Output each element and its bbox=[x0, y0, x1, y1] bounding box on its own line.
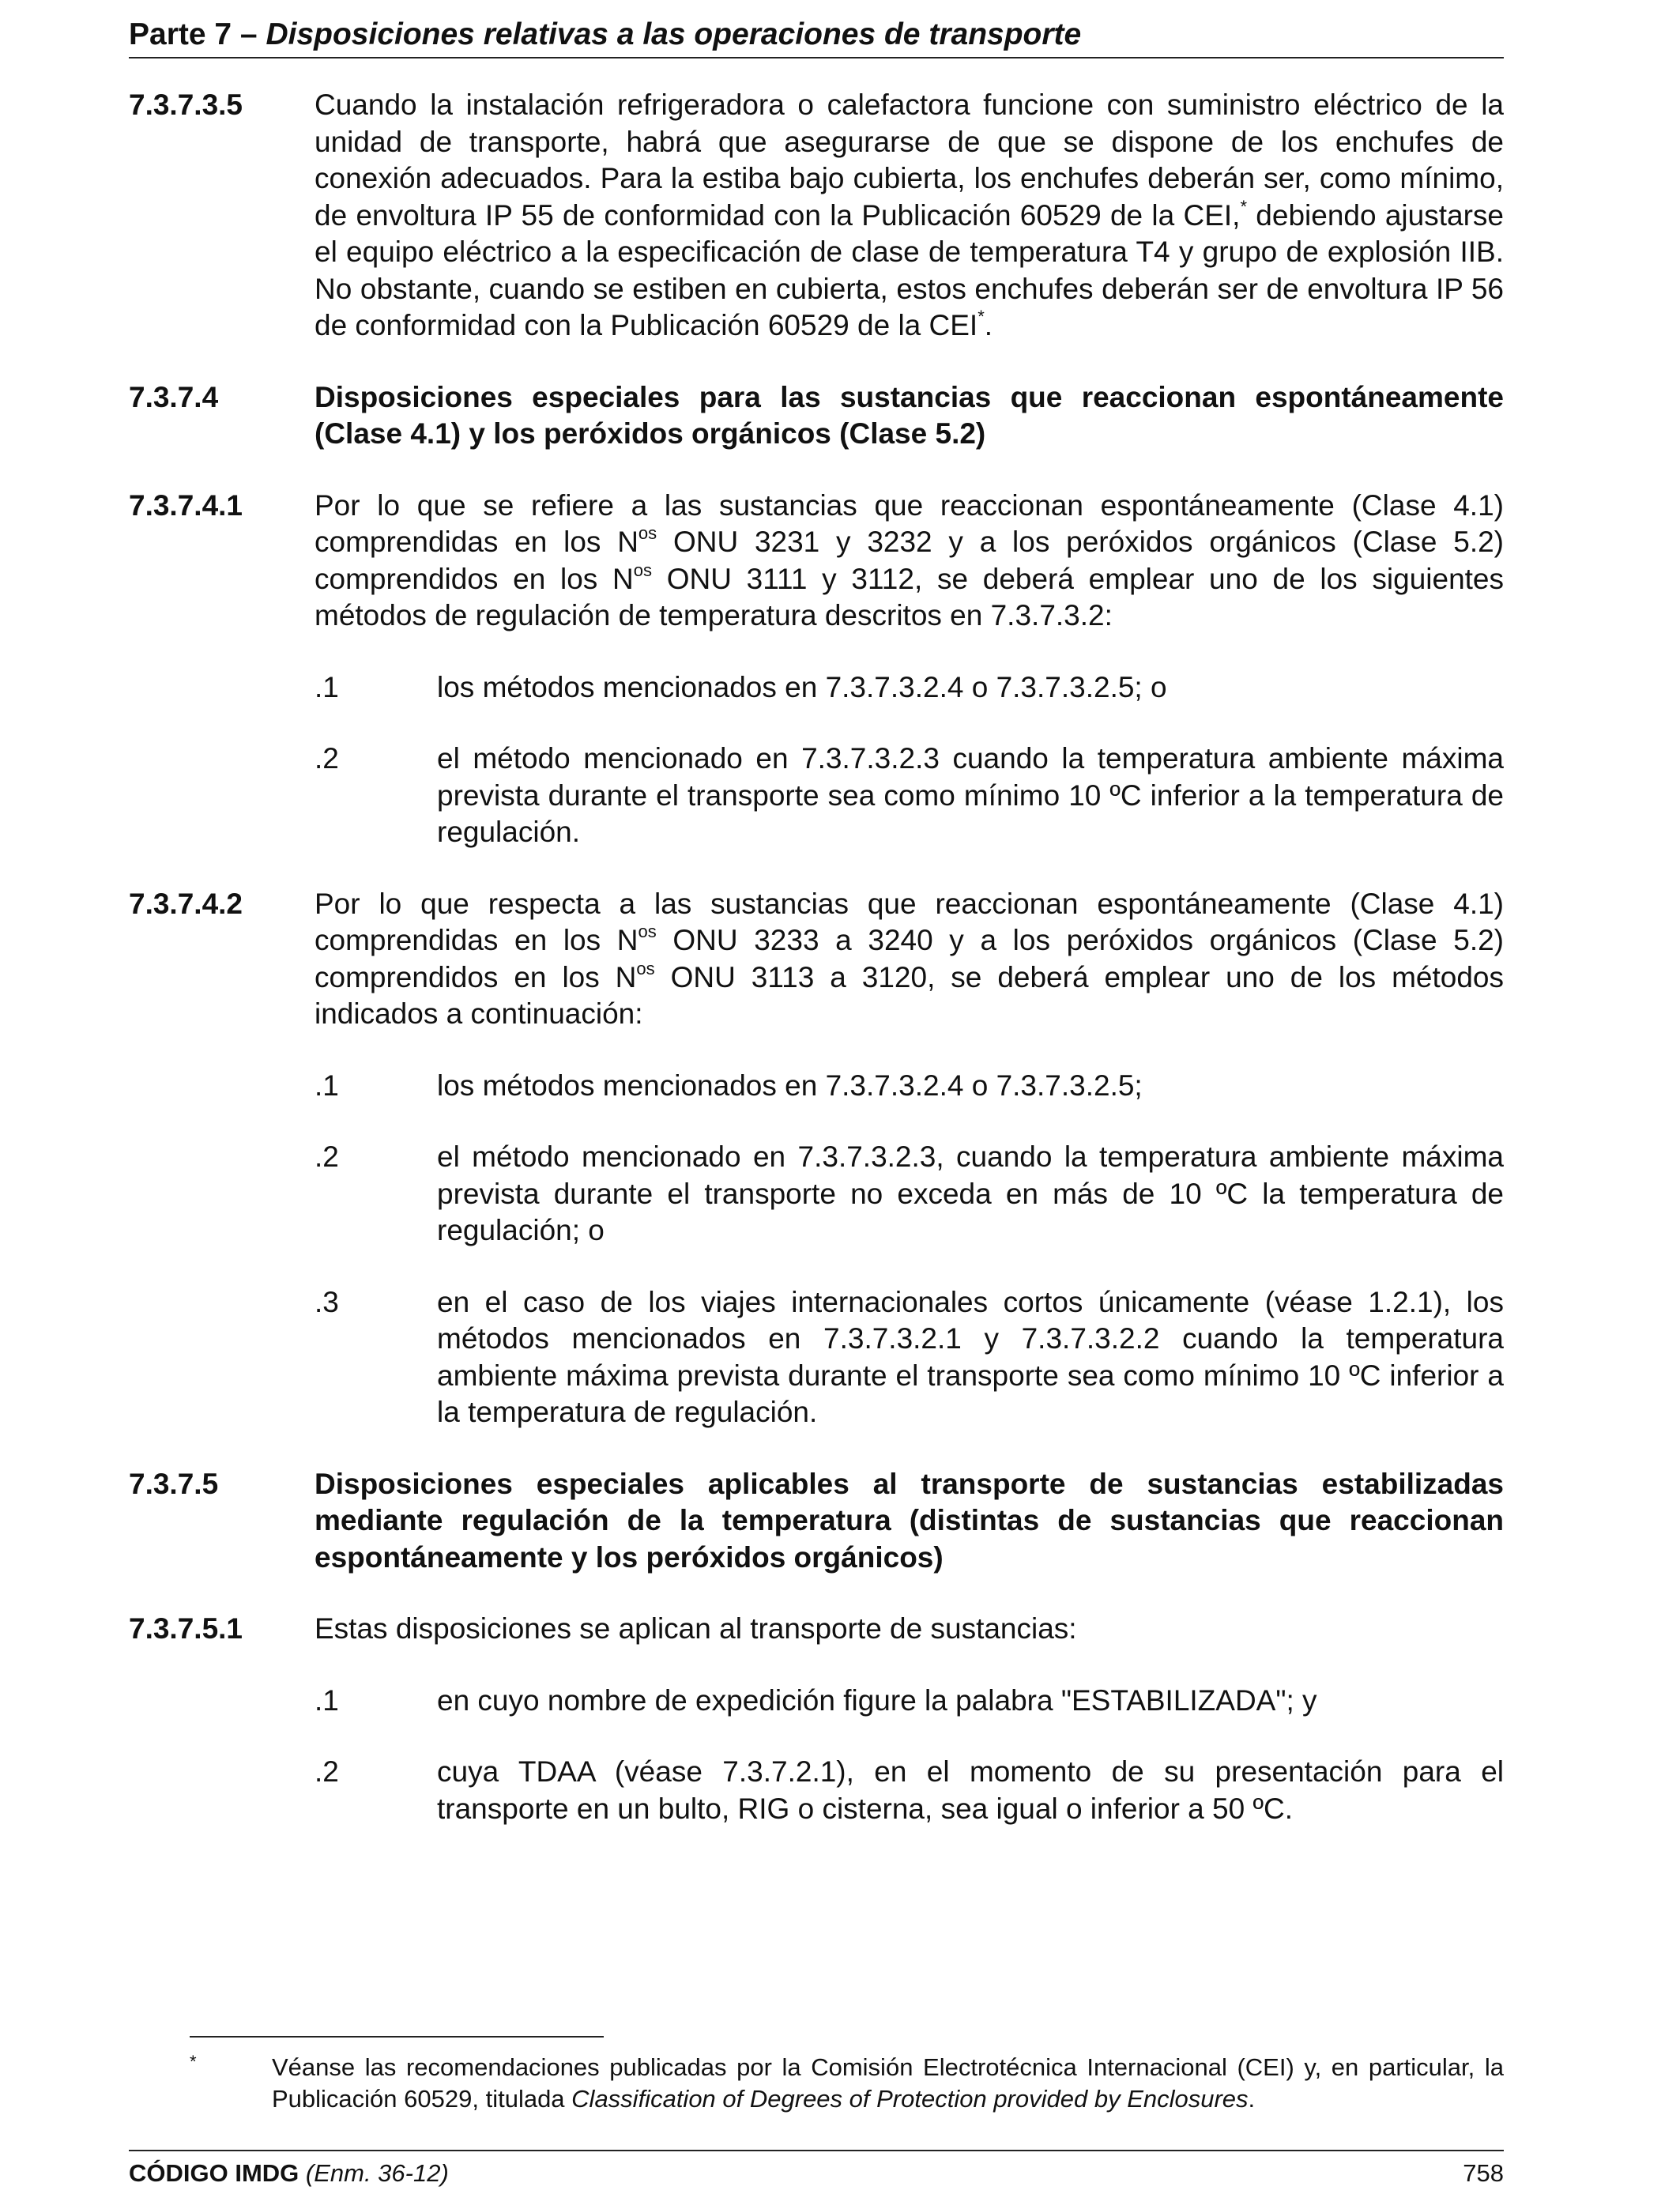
section-7-3-7-4-1 bbox=[129, 488, 1504, 851]
footnote-ref: * bbox=[977, 307, 985, 326]
paragraph-text: ONU 3231 y 3232 y a los peróxidos orgánicos (Clase 5.2) comprendidos en los N bbox=[315, 526, 1504, 595]
section-7-3-7-5-1 bbox=[129, 1611, 1504, 1827]
paragraph-text: Estas disposiciones se aplican al transporte de sustancias: bbox=[315, 1612, 1077, 1645]
document-body bbox=[129, 87, 1504, 1862]
list-item bbox=[315, 1754, 1504, 1827]
page-number: 758 bbox=[1463, 2159, 1504, 2187]
footer-amendment: (Enm. 36-12) bbox=[305, 2159, 449, 2187]
section-paragraph bbox=[315, 488, 1504, 851]
section-paragraph bbox=[315, 886, 1504, 1431]
section-number: 7.3.7.5 bbox=[129, 1467, 219, 1500]
page-footer bbox=[129, 2150, 1504, 2189]
list-item-text: cuya TDAA (véase 7.3.7.2.1), en el momento de su presentación para el transporte en un bulto, RIG o cisterna, sea igual o inferior a 50 ºC. bbox=[437, 1755, 1504, 1825]
list-item bbox=[315, 1284, 1504, 1431]
footnote-end: . bbox=[1248, 2085, 1256, 2113]
paragraph-text: Por lo que respecta a las sustancias que reaccionan espontáneamente (Clase 4.1) comprendidas en los N bbox=[315, 887, 1504, 956]
footnote bbox=[190, 2052, 1504, 2115]
paragraph-text: ONU 3233 a 3240 y a los peróxidos orgánicos (Clase 5.2) comprendidos en los N bbox=[315, 924, 1505, 993]
header-title: Disposiciones relativas a las operaciones de transporte bbox=[266, 17, 1082, 51]
list-item-label: .1 bbox=[315, 1683, 339, 1717]
list-item-label: .2 bbox=[315, 1140, 339, 1173]
section-number: 7.3.7.4.2 bbox=[129, 887, 243, 920]
paragraph-text: ONU 3111 y 3112, se deberá emplear uno de los siguientes métodos de regulación de temperatura descritos en 7.3.7.3.2: bbox=[315, 562, 1504, 631]
paragraph-text: ONU 3113 a 3120, se deberá emplear uno de los métodos indicados a continuación: bbox=[315, 960, 1505, 1030]
list-item-label: .2 bbox=[315, 1755, 339, 1788]
footnote-body: Véanse las recomendaciones publicadas por la Comisión Electrotécnica Internacional (CEI) y, en particular, la Publicación 60529, titulada bbox=[272, 2053, 1504, 2113]
section-paragraph bbox=[315, 87, 1504, 345]
list-item-label: .1 bbox=[315, 1069, 339, 1102]
paragraph-text: debiendo ajustarse el equipo eléctrico a la especificación de clase de temperatura T4 y grupo de explosión IIB. No obstante, cuando se estiben en cubierta, estos enchufes deberán ser de envoltura IP 56 de conformidad con la Publicación 60529 de la CEI bbox=[315, 198, 1504, 341]
page-header bbox=[129, 16, 1504, 58]
footnote-ref: * bbox=[1240, 196, 1248, 217]
superscript: os bbox=[633, 560, 652, 580]
section-number: 7.3.7.5.1 bbox=[129, 1612, 243, 1645]
section-7-3-7-4-2 bbox=[129, 886, 1504, 1431]
section-heading: Disposiciones especiales aplicables al transporte de sustancias estabilizadas mediante regulación de la temperatura (distintas de sustancias que reaccionan espontáneamente y los peróxidos orgánicos) bbox=[315, 1467, 1504, 1574]
paragraph-text: Por lo que se refiere a las sustancias que reaccionan espontáneamente (Clase 4.1) comprendidas en los N bbox=[315, 488, 1504, 558]
footnote-mark: * bbox=[190, 2052, 197, 2071]
paragraph-text: . bbox=[984, 309, 993, 341]
footer-code bbox=[129, 2158, 449, 2189]
section-number: 7.3.7.4.1 bbox=[129, 488, 243, 522]
list-item bbox=[315, 669, 1504, 707]
superscript: os bbox=[636, 958, 655, 978]
list-item-label: .2 bbox=[315, 742, 339, 775]
list-item-label: .3 bbox=[315, 1285, 339, 1318]
section-paragraph bbox=[315, 1611, 1504, 1827]
list-item bbox=[315, 1683, 1504, 1720]
superscript: os bbox=[638, 922, 657, 941]
list-item bbox=[315, 741, 1504, 851]
section-heading: Disposiciones especiales para las sustancias que reaccionan espontáneamente (Clase 4.1) y los peróxidos orgánicos (Clase 5.2) bbox=[315, 380, 1504, 450]
list-item-text: en cuyo nombre de expedición figure la palabra "ESTABILIZADA"; y bbox=[437, 1683, 1317, 1717]
paragraph-text: Cuando la instalación refrigeradora o calefactora funcione con suministro eléctrico de la unidad de transporte, habrá que asegurarse de que se dispone de los enchufes de conexión adecuados. Para la estiba bajo cubierta, los enchufes deberán ser, como mínimo, de envoltura IP 55 de conformidad con la Publicación 60529 de la CEI, bbox=[315, 89, 1504, 232]
footer-code-label: CÓDIGO IMDG bbox=[129, 2159, 306, 2187]
footnote-divider bbox=[190, 2036, 604, 2038]
list-item-text: los métodos mencionados en 7.3.7.3.2.4 o 7.3.7.3.2.5; o bbox=[437, 670, 1167, 703]
section-7-3-7-5 bbox=[129, 1466, 1504, 1577]
section-number: 7.3.7.3.5 bbox=[129, 89, 243, 121]
list-item bbox=[315, 1139, 1504, 1250]
section-number: 7.3.7.4 bbox=[129, 380, 219, 413]
section-7-3-7-3-5 bbox=[129, 87, 1504, 345]
list-item-text: el método mencionado en 7.3.7.3.2.3 cuando la temperatura ambiente máxima prevista durante el transporte sea como mínimo 10 ºC inferior a la temperatura de regulación. bbox=[437, 742, 1504, 848]
footnote-publication-title: Classification of Degrees of Protection provided by Enclosures bbox=[571, 2085, 1249, 2113]
superscript: os bbox=[638, 523, 657, 543]
header-part: Parte 7 – bbox=[129, 17, 266, 51]
list-item-text: los métodos mencionados en 7.3.7.3.2.4 o 7.3.7.3.2.5; bbox=[437, 1069, 1143, 1102]
section-7-3-7-4 bbox=[129, 379, 1504, 453]
list-item-text: el método mencionado en 7.3.7.3.2.3, cuando la temperatura ambiente máxima prevista durante el transporte no exceda en más de 10 ºC la temperatura de regulación; o bbox=[437, 1140, 1504, 1246]
list-item-text: en el caso de los viajes internacionales cortos únicamente (véase 1.2.1), los métodos mencionados en 7.3.7.3.2.1 y 7.3.7.3.2.2 cuando la temperatura ambiente máxima prevista durante el transporte sea como mínimo 10 ºC inferior a la temperatura de regulación. bbox=[437, 1285, 1504, 1428]
list-item bbox=[315, 1068, 1504, 1105]
footnote-text bbox=[272, 2052, 1504, 2115]
list-item-label: .1 bbox=[315, 670, 339, 703]
